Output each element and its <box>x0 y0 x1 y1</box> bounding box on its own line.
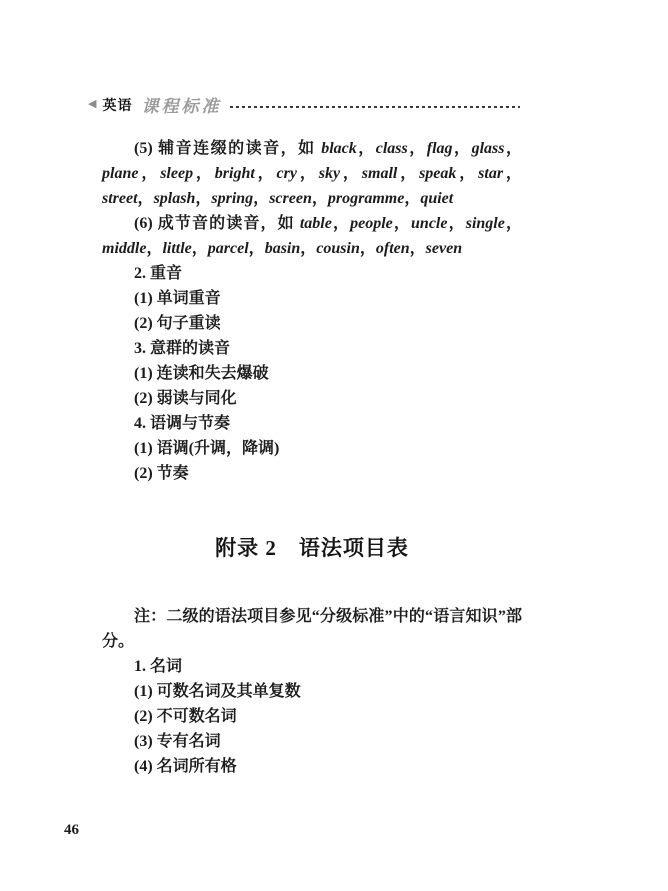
left-triangle-icon: ◀ <box>88 98 97 110</box>
header-dotted-leader-line <box>230 106 520 108</box>
list-item-stress: 2. 重音 <box>134 265 183 282</box>
appendix-heading: 附录 2 语法项目表 <box>215 536 409 560</box>
paragraph-syllabic-sounds: (6) 成节音的读音，如 table，people，uncle，single，middle，little，parcel，basin，cousin，often，seven <box>102 215 522 257</box>
list-item-nouns: 1. 名词 <box>134 658 183 675</box>
page-header <box>88 92 520 117</box>
appendix-note: 注：二级的语法项目参见“分级标准”中的“语言知识”部分。 <box>102 608 522 650</box>
list-item-liaison: (1) 连读和失去爆破 <box>134 365 269 382</box>
paragraph-consonant-clusters: (5) 辅音连缀的读音，如 black，class，flag，glass，plane，sleep，bright，cry，sky，small，speak，star，street，splash，spring，screen，programme，quiet <box>102 140 522 207</box>
list-item-uncountable-nouns: (2) 不可数名词 <box>134 708 237 725</box>
list-item-countable-nouns: (1) 可数名词及其单复数 <box>134 683 301 700</box>
header-series-title: 课程标准 <box>141 97 222 116</box>
phonetics-section <box>102 136 522 486</box>
grammar-section <box>102 604 522 779</box>
list-item-intonation: (1) 语调(升调，降调) <box>134 440 280 457</box>
list-item-rhythm: (2) 节奏 <box>134 465 189 482</box>
page-number: 46 <box>64 822 79 838</box>
list-item-intonation-rhythm: 4. 语调与节奏 <box>134 415 231 432</box>
list-item-weak-forms: (2) 弱读与同化 <box>134 390 237 407</box>
header-subject-label: 英语 <box>102 96 133 113</box>
list-item-sense-group: 3. 意群的读音 <box>134 340 231 357</box>
list-item-sentence-stress: (2) 句子重读 <box>134 315 221 332</box>
list-item-word-stress: (1) 单词重音 <box>134 290 221 307</box>
list-item-proper-nouns: (3) 专有名词 <box>134 733 221 750</box>
list-item-possessive: (4) 名词所有格 <box>134 758 237 775</box>
